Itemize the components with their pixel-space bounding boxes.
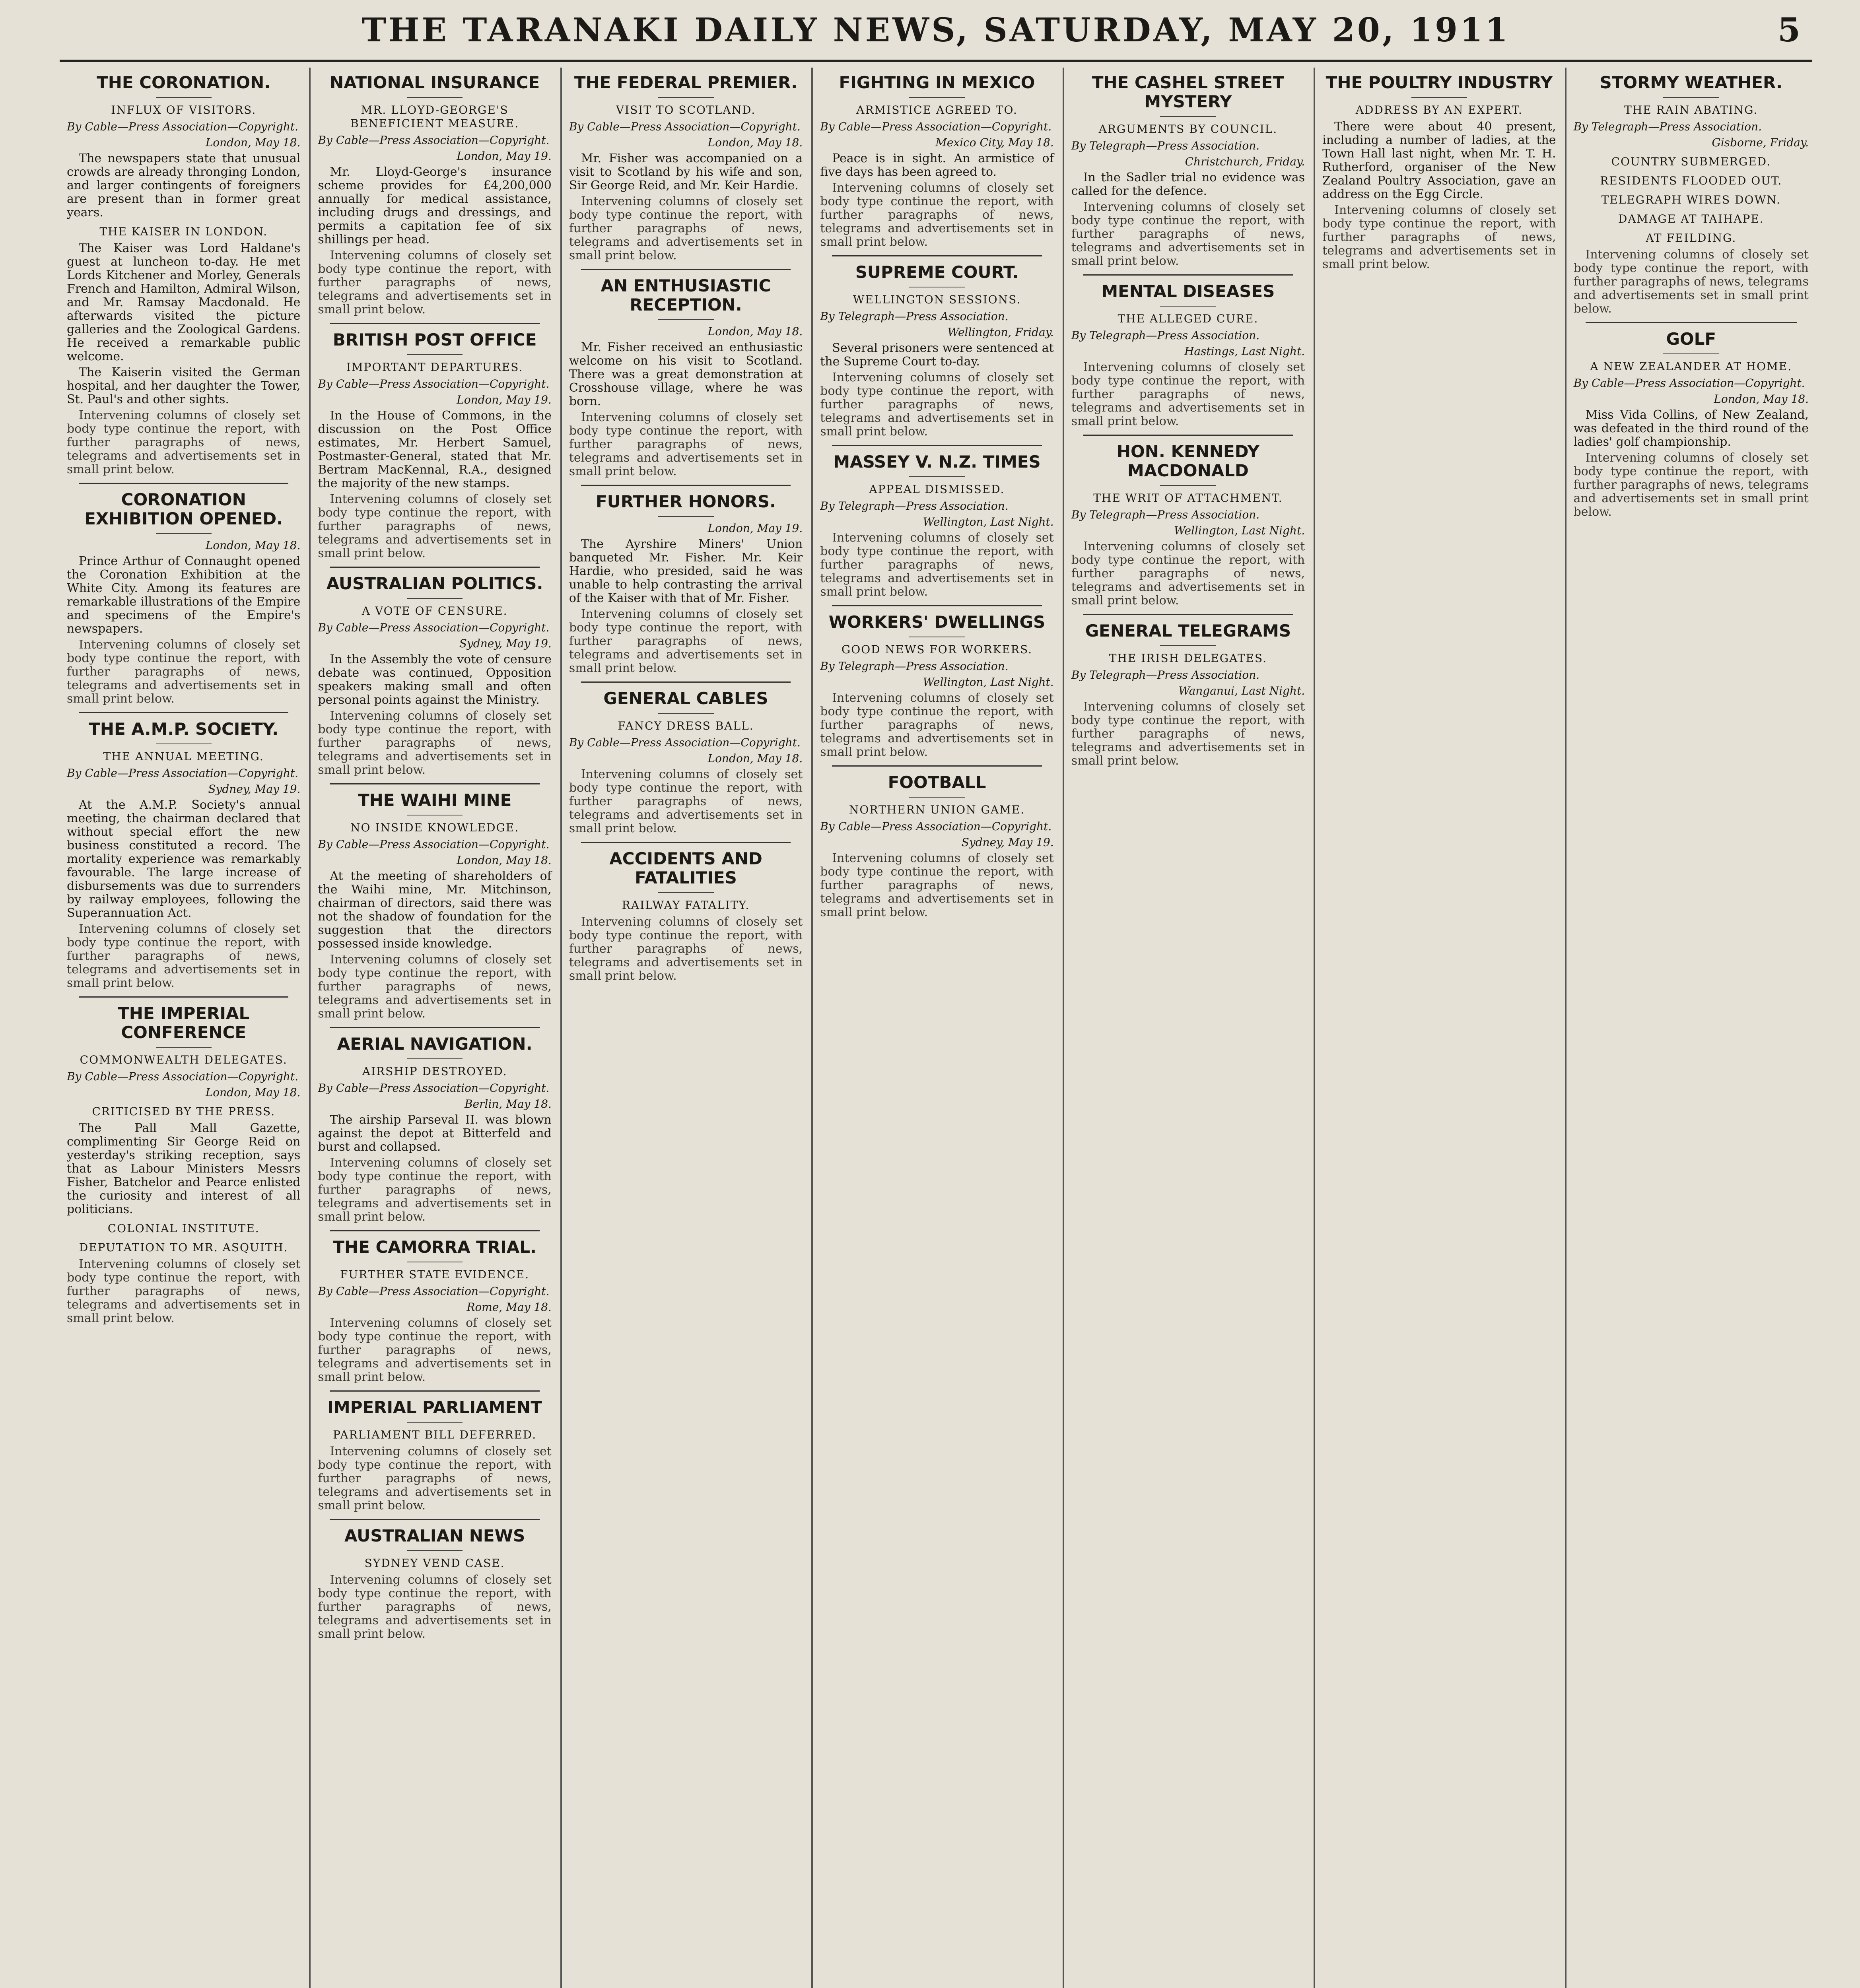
article (569, 842, 803, 983)
article-byline: By Cable—Press Association—Copyright. (820, 120, 1052, 133)
article (67, 712, 300, 990)
article-subheading: THE WRIT OF ATTACHMENT. (1093, 491, 1283, 505)
column-3 (562, 68, 813, 1988)
article (318, 1519, 551, 1641)
article-body-text: Intervening columns of closely set body type continue the report, with further paragraphs of news, telegrams and advertisements set in small print below. (67, 408, 301, 476)
article-byline: By Cable—Press Association—Copyright. (318, 134, 550, 147)
article-byline: By Telegraph—Press Association. (1071, 668, 1260, 681)
column-1 (60, 68, 311, 1988)
article-subheading: CRITICISED BY THE PRESS. (92, 1105, 276, 1118)
column-6 (1315, 68, 1566, 1988)
article-body-text: Intervening columns of closely set body type continue the report, with further paragraphs of news, telegrams and advertisements set in small print below. (820, 181, 1054, 249)
article-body-text: Intervening columns of closely set body type continue the report, with further paragraphs of news, telegrams and advertisements set in small print below. (820, 691, 1054, 759)
article-subheading: SYDNEY VEND CASE. (364, 1557, 505, 1570)
article-divider (330, 1519, 539, 1520)
headline-rule (1663, 97, 1719, 98)
article-subheading: INFLUX OF VISITORS. (111, 103, 257, 116)
article-subheading: RESIDENTS FLOODED OUT. (1600, 174, 1782, 187)
article-subheading: THE KAISER IN LONDON. (99, 225, 268, 238)
article (318, 323, 551, 560)
article (569, 485, 803, 675)
headline-rule (407, 1550, 463, 1551)
article-byline: By Cable—Press Association—Copyright. (67, 767, 299, 780)
article-divider (581, 485, 791, 486)
article-headline: AUSTRALIAN POLITICS. (326, 574, 543, 593)
column-5 (1064, 68, 1315, 1988)
column-2 (311, 68, 562, 1988)
article-divider (581, 269, 791, 270)
article (318, 1230, 551, 1384)
article-subheading: A NEW ZEALANDER AT HOME. (1590, 360, 1792, 373)
article-dateline: London, May 18. (205, 136, 301, 149)
article-headline: THE CAMORRA TRIAL. (333, 1237, 536, 1257)
headline-rule (1160, 485, 1216, 486)
article-divider (330, 567, 539, 568)
article-subheading: MR. LLOYD-GEORGE'S BENEFICIENT MEASURE. (350, 103, 519, 130)
headline-rule (1160, 645, 1216, 646)
article-subheading: DAMAGE AT TAIHAPE. (1618, 212, 1764, 225)
article-subheading: ARGUMENTS BY COUNCIL. (1098, 122, 1278, 136)
columns-container (60, 68, 1817, 1988)
masthead (60, 8, 1812, 62)
article-divider (581, 681, 791, 683)
article-body-text: Intervening columns of closely set body type continue the report, with further paragraphs of news, telegrams and advertisements set in small print below. (569, 767, 803, 835)
article-paragraph: The Kaiser was Lord Haldane's guest at luncheon to-day. He met Lords Kitchener and Morley, Generals French and Hamilton, Admiral Wilson, and Mr. Ramsay Macdonald. He afterwards visited the picture galleries and the Zoological Gardens. He received a remarkable public welcome. (67, 241, 301, 363)
article-headline: AN ENTHUSIASTIC RECEPTION. (601, 276, 771, 315)
article-headline: CORONATION EXHIBITION OPENED. (84, 490, 283, 528)
article-subheading: AIRSHIP DESTROYED. (362, 1065, 507, 1078)
article-dateline: London, May 18. (707, 752, 803, 765)
article-byline: By Cable—Press Association—Copyright. (318, 838, 550, 851)
article-dateline: Sydney, May 19. (459, 637, 552, 650)
article-divider (1083, 614, 1293, 615)
article-subheading: VISIT TO SCOTLAND. (616, 103, 756, 116)
article-subheading: COMMONWEALTH DELEGATES. (80, 1053, 288, 1066)
article-subheading: A VOTE OF CENSURE. (362, 604, 508, 617)
article-dateline: Wellington, Last Night. (923, 676, 1054, 689)
article-subheading: THE RAIN ABATING. (1624, 103, 1758, 116)
article-subheading: FURTHER STATE EVIDENCE. (340, 1268, 530, 1281)
article-byline: By Cable—Press Association—Copyright. (67, 1070, 299, 1083)
article-body-text: Intervening columns of closely set body type continue the report, with further paragraphs of news, telegrams and advertisements set in small print below. (67, 1257, 301, 1325)
article-paragraph: At the A.M.P. Society's annual meeting, the chairman declared that without special effort the new business constituted a record. The mortality experience was remarkably favourable. The large increase of disbursements was due to surrenders by railway employees, following the Superannuation Act. (67, 798, 301, 920)
newspaper-title: THE TARANAKI DAILY NEWS, SATURDAY, MAY 20, 1911 (362, 11, 1510, 49)
article-paragraph: Mr. Fisher was accompanied on a visit to Scotland by his wife and son, Sir George Reid, and Mr. Keir Hardie. (569, 151, 803, 192)
article-body-text: Intervening columns of closely set body type continue the report, with further paragraphs of news, telegrams and advertisements set in small print below. (1071, 200, 1305, 268)
article-divider (1586, 322, 1797, 323)
article-headline: GENERAL TELEGRAMS (1085, 621, 1291, 641)
article-dateline: Mexico City, May 18. (935, 136, 1054, 149)
article-headline: FIGHTING IN MEXICO (839, 73, 1035, 92)
article-paragraph: In the House of Commons, in the discussion on the Post Office estimates, Mr. Herbert Samuel, Postmaster-General, stated that Mr. Bertram MacKennal, R.A., designed the majority of the new stamps. (318, 409, 552, 490)
article-headline: THE CASHEL STREET MYSTERY (1092, 73, 1284, 111)
headline-rule (658, 713, 714, 714)
article-paragraph: Miss Vida Collins, of New Zealand, was defeated in the third round of the ladies' golf championship. (1573, 408, 1809, 449)
article-paragraph: The Kaiserin visited the German hospital, and her daughter the Tower, St. Paul's and other sights. (67, 365, 301, 406)
article-subheading: THE ANNUAL MEETING. (103, 750, 264, 763)
article-divider (330, 1390, 539, 1392)
article-paragraph: Prince Arthur of Connaught opened the Coronation Exhibition at the White City. Among its features are remarkable illustrations of the Empire and specimens of the Empire's newspapers. (67, 554, 301, 636)
article-dateline: Sydney, May 19. (208, 782, 301, 796)
article (1322, 73, 1556, 271)
article-headline: IMPERIAL PARLIAMENT (327, 1398, 542, 1417)
article-body-text: Intervening columns of closely set body type continue the report, with further paragraphs of news, telegrams and advertisements set in small print below. (67, 638, 301, 706)
article-divider (1083, 274, 1293, 276)
article-paragraph: Peace is in sight. An armistice of five days has been agreed to. (820, 151, 1054, 179)
article (820, 445, 1053, 599)
headline-rule (407, 354, 463, 355)
article-headline: NATIONAL INSURANCE (330, 73, 540, 92)
article (1071, 614, 1305, 768)
article (67, 73, 300, 476)
article-body-text: Intervening columns of closely set body type continue the report, with further paragraphs of news, telegrams and advertisements set in small print below. (569, 410, 803, 478)
article-divider (832, 445, 1042, 446)
headline-rule (156, 533, 212, 534)
article-paragraph: Mr. Fisher received an enthusiastic welcome on his visit to Scotland. There was a great demonstration at Crosshouse village, where he was born. (569, 340, 803, 408)
headline-rule (909, 97, 965, 98)
headline-rule (156, 97, 212, 98)
page-number: 5 (1777, 11, 1800, 49)
article-headline: THE WAIHI MINE (358, 790, 512, 810)
article-divider (1083, 435, 1293, 436)
article-subheading: COLONIAL INSTITUTE. (107, 1222, 260, 1235)
article-headline: THE A.M.P. SOCIETY. (89, 719, 279, 739)
article-body-text: Intervening columns of closely set body type continue the report, with further paragraphs of news, telegrams and advertisements set in small print below. (1071, 360, 1305, 428)
article-body-text: Intervening columns of closely set body type continue the report, with further paragraphs of news, telegrams and advertisements set in small print below. (1573, 451, 1809, 519)
article-dateline: London, May 18. (205, 539, 301, 552)
article (318, 783, 551, 1021)
article-subheading: TELEGRAPH WIRES DOWN. (1601, 193, 1781, 206)
article-headline: MENTAL DISEASES (1101, 282, 1275, 301)
article-headline: BRITISH POST OFFICE (332, 330, 537, 349)
article-headline: GENERAL CABLES (603, 689, 768, 708)
article-body-text: Intervening columns of closely set body type continue the report, with further paragraphs of news, telegrams and advertisements set in small print below. (820, 851, 1054, 919)
article-byline: By Cable—Press Association—Copyright. (1573, 377, 1805, 390)
article (67, 483, 300, 706)
article-headline: SUPREME COURT. (855, 262, 1019, 282)
article-divider (581, 842, 791, 843)
article (1574, 73, 1809, 316)
article-dateline: Wellington, Friday. (947, 326, 1054, 339)
article-byline: By Cable—Press Association—Copyright. (569, 736, 801, 749)
article-body-text: Intervening columns of closely set body type continue the report, with further paragraphs of news, telegrams and advertisements set in small print below. (820, 531, 1054, 599)
article-headline: FURTHER HONORS. (596, 492, 776, 511)
article-dateline: Gisborne, Friday. (1712, 136, 1809, 149)
article-dateline: London, May 18. (205, 1086, 301, 1099)
article-byline: By Telegraph—Press Association. (820, 310, 1009, 323)
article-divider (79, 483, 288, 484)
article-body-text: Intervening columns of closely set body type continue the report, with further paragraphs of news, telegrams and advertisements set in small print below. (820, 371, 1054, 439)
article-byline: By Telegraph—Press Association. (1071, 508, 1260, 521)
article-subheading: RAILWAY FATALITY. (622, 899, 750, 912)
headline-rule (1160, 306, 1216, 307)
article-byline: By Telegraph—Press Association. (820, 660, 1009, 673)
article-body-text: Intervening columns of closely set body type continue the report, with further paragraphs of news, telegrams and advertisements set in small print below. (569, 194, 803, 262)
article-divider (79, 996, 288, 998)
article-headline: HON. KENNEDY MACDONALD (1116, 442, 1259, 480)
article-divider (330, 1027, 539, 1028)
article-headline: THE CORONATION. (97, 73, 271, 92)
headline-rule (658, 516, 714, 517)
article-subheading: NO INSIDE KNOWLEDGE. (350, 821, 519, 834)
article-headline: GOLF (1666, 329, 1716, 349)
article-body-text: Intervening columns of closely set body type continue the report, with further paragraphs of news, telegrams and advertisements set in small print below. (1071, 700, 1305, 768)
article-paragraph: In the Sadler trial no evidence was called for the defence. (1071, 171, 1305, 198)
column-4 (813, 68, 1064, 1988)
article-dateline: London, May 18. (1714, 392, 1809, 406)
article (1071, 274, 1305, 428)
headline-rule (407, 97, 463, 98)
article-paragraph: In the Assembly the vote of censure debate was continued, Opposition speakers making small and often personal points against the Ministry. (318, 652, 552, 707)
article-dateline: London, May 18. (707, 136, 803, 149)
article-body-text: Intervening columns of closely set body type continue the report, with further paragraphs of news, telegrams and advertisements set in small print below. (318, 953, 552, 1021)
article (569, 681, 803, 835)
article-headline: THE POULTRY INDUSTRY (1326, 73, 1553, 92)
article (318, 567, 551, 777)
headline-rule (658, 892, 714, 893)
article-divider (832, 765, 1042, 767)
headline-rule (407, 1422, 463, 1423)
article-dateline: London, May 19. (457, 149, 552, 163)
article (318, 1390, 551, 1512)
article-paragraph: There were about 40 present, including a number of ladies, at the Town Hall last night, when Mr. T. H. Rutherford, organiser of the New Zealand Poultry Association, gave an address on the Egg Circle. (1322, 120, 1556, 201)
headline-rule (658, 97, 714, 98)
article-subheading: ARMISTICE AGREED TO. (856, 103, 1018, 116)
column-7 (1567, 68, 1817, 1988)
article-body-text: Intervening columns of closely set body type continue the report, with further paragraphs of news, telegrams and advertisements set in small print below. (67, 922, 301, 990)
article-subheading: WELLINGTON SESSIONS. (853, 293, 1021, 306)
article (67, 996, 300, 1325)
article-divider (832, 605, 1042, 606)
article-subheading: THE IRISH DELEGATES. (1109, 652, 1267, 665)
article-paragraph: The airship Parseval II. was blown against the depot at Bitterfeld and burst and collapsed. (318, 1113, 552, 1154)
article-divider (330, 1230, 539, 1231)
article-dateline: Berlin, May 18. (464, 1097, 552, 1110)
article-paragraph: The Pall Mall Gazette, complimenting Sir George Reid on yesterday's striking reception, says that as Labour Ministers Messrs Fisher, Batchelor and Pearce enlisted the curiosity and interest of all politicians. (67, 1121, 301, 1216)
article-body-text: Intervening columns of closely set body type continue the report, with further paragraphs of news, telegrams and advertisements set in small print below. (318, 1316, 552, 1384)
article-divider (330, 783, 539, 784)
article-byline: By Telegraph—Press Association. (1071, 329, 1260, 342)
article-dateline: Hastings, Last Night. (1184, 345, 1305, 358)
article-dateline: Sydney, May 19. (961, 836, 1054, 849)
article-dateline: London, May 19. (707, 522, 803, 535)
article (1071, 73, 1305, 268)
headline-rule (909, 797, 965, 798)
article-subheading: COUNTRY SUBMERGED. (1611, 155, 1771, 168)
article (820, 255, 1053, 439)
article (820, 605, 1053, 759)
article (318, 1027, 551, 1224)
article-headline: THE FEDERAL PREMIER. (574, 73, 798, 92)
article-divider (79, 712, 288, 713)
article-byline: By Cable—Press Association—Copyright. (318, 621, 550, 634)
article-dateline: Christchurch, Friday. (1185, 155, 1305, 168)
article-divider (330, 323, 539, 324)
article (569, 269, 803, 478)
headline-rule (658, 319, 714, 320)
article-body-text: Intervening columns of closely set body type continue the report, with further paragraphs of news, telegrams and advertisements set in small print below. (1573, 248, 1809, 316)
article-body-text: Intervening columns of closely set body type continue the report, with further paragraphs of news, telegrams and advertisements set in small print below. (318, 1444, 552, 1512)
headline-rule (909, 476, 965, 477)
article-headline: WORKERS' DWELLINGS (828, 612, 1046, 632)
headline-rule (1411, 97, 1467, 98)
article-body-text: Intervening columns of closely set body type continue the report, with further paragraphs of news, telegrams and advertisements set in small print below. (318, 1156, 552, 1224)
article-dateline: Wellington, Last Night. (923, 515, 1054, 528)
article-subheading: AT FEILDING. (1646, 231, 1737, 245)
article-headline: AERIAL NAVIGATION. (337, 1034, 533, 1054)
article-dateline: London, May 19. (457, 393, 552, 406)
article (820, 73, 1053, 249)
article-body-text: Intervening columns of closely set body type continue the report, with further paragraphs of news, telegrams and advertisements set in small print below. (318, 248, 552, 316)
article-headline: MASSEY V. N.Z. TIMES (833, 452, 1041, 472)
article-body-text: Intervening columns of closely set body type continue the report, with further paragraphs of news, telegrams and advertisements set in small print below. (318, 709, 552, 777)
article-headline: ACCIDENTS AND FATALITIES (609, 849, 762, 887)
article-headline: STORMY WEATHER. (1600, 73, 1783, 92)
article-subheading: IMPORTANT DEPARTURES. (346, 361, 523, 374)
article-dateline: London, May 18. (457, 854, 552, 867)
article-headline: FOOTBALL (888, 773, 986, 792)
article-byline: By Cable—Press Association—Copyright. (67, 120, 299, 133)
article-subheading: APPEAL DISMISSED. (869, 483, 1005, 496)
article-byline: By Telegraph—Press Association. (1573, 120, 1762, 133)
article-subheading: ADDRESS BY AN EXPERT. (1355, 103, 1523, 116)
article-subheading: DEPUTATION TO MR. ASQUITH. (79, 1241, 288, 1254)
headline-rule (1663, 353, 1719, 354)
article (820, 765, 1053, 919)
article-subheading: NORTHERN UNION GAME. (849, 803, 1025, 816)
article-subheading: GOOD NEWS FOR WORKERS. (841, 643, 1033, 656)
article-body-text: Intervening columns of closely set body type continue the report, with further paragraphs of news, telegrams and advertisements set in small print below. (318, 1573, 552, 1641)
article-dateline: Wellington, Last Night. (1174, 524, 1305, 537)
article-body-text: Intervening columns of closely set body type continue the report, with further paragraphs of news, telegrams and advertisements set in small print below. (1071, 540, 1305, 608)
headline-rule (156, 1047, 212, 1048)
article-byline: By Telegraph—Press Association. (1071, 139, 1260, 152)
article-paragraph: The Ayrshire Miners' Union banqueted Mr. Fisher. Mr. Keir Hardie, who presided, said he was unable to help contrasting the arrival of the Kaiser with that of Mr. Fisher. (569, 537, 803, 605)
article-headline: AUSTRALIAN NEWS (344, 1526, 525, 1545)
article-byline: By Cable—Press Association—Copyright. (820, 820, 1052, 833)
article-subheading: PARLIAMENT BILL DEFERRED. (333, 1428, 537, 1441)
article-paragraph: At the meeting of shareholders of the Waihi mine, Mr. Mitchinson, chairman of directors, said there was not the shadow of foundation for the suggestion that the directors possessed inside knowledge. (318, 869, 552, 951)
headline-rule (407, 1058, 463, 1059)
article-body-text: Intervening columns of closely set body type continue the report, with further paragraphs of news, telegrams and advertisements set in small print below. (1322, 203, 1556, 271)
article-byline: By Cable—Press Association—Copyright. (318, 1081, 550, 1095)
article-byline: By Cable—Press Association—Copyright. (318, 1285, 550, 1298)
article-divider (832, 255, 1042, 256)
article (318, 73, 551, 316)
article-dateline: Wanganui, Last Night. (1178, 684, 1305, 697)
article (569, 73, 803, 262)
article-paragraph: The newspapers state that unusual crowds are already thronging London, and larger contingents of foreigners are present than in former great years. (67, 151, 301, 219)
article-byline: By Telegraph—Press Association. (820, 499, 1009, 513)
article-byline: By Cable—Press Association—Copyright. (569, 120, 801, 133)
article-paragraph: Several prisoners were sentenced at the Supreme Court to-day. (820, 341, 1054, 369)
article-paragraph: Mr. Lloyd-George's insurance scheme provides for £4,200,000 annually for medical assistance, including drugs and dressings, and permits a capitation fee of six shillings per head. (318, 165, 552, 247)
article-subheading: THE ALLEGED CURE. (1118, 312, 1259, 325)
article-headline: THE IMPERIAL CONFERENCE (118, 1004, 250, 1042)
article (1071, 435, 1305, 608)
article-body-text: Intervening columns of closely set body type continue the report, with further paragraphs of news, telegrams and advertisements set in small print below. (569, 915, 803, 983)
article-subheading: FANCY DRESS BALL. (618, 719, 754, 732)
article-byline: By Cable—Press Association—Copyright. (318, 377, 550, 390)
article (1574, 322, 1809, 519)
article-dateline: Rome, May 18. (466, 1301, 552, 1314)
article-dateline: London, May 18. (707, 325, 803, 338)
headline-rule (1160, 116, 1216, 117)
headline-rule (407, 598, 463, 599)
article-body-text: Intervening columns of closely set body type continue the report, with further paragraphs of news, telegrams and advertisements set in small print below. (569, 607, 803, 675)
article-body-text: Intervening columns of closely set body type continue the report, with further paragraphs of news, telegrams and advertisements set in small print below. (318, 492, 552, 560)
